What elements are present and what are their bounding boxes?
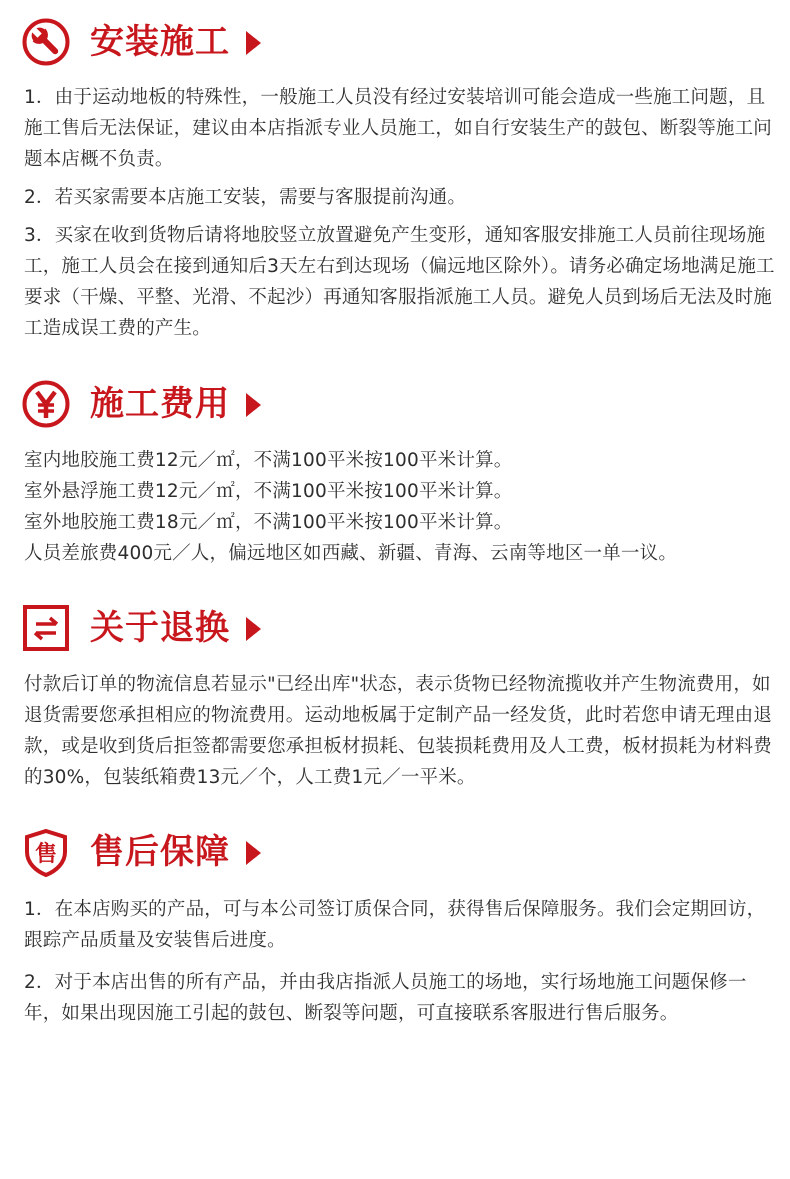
fees-item-2: 室外悬浮施工费12元／㎡，不满100平米按100平米计算。 xyxy=(24,481,513,502)
fees-item-3: 室外地胶施工费18元／㎡，不满100平米按100平米计算。 xyxy=(24,512,513,533)
returns-header xyxy=(0,604,790,654)
wrench-icon xyxy=(22,18,72,68)
aftersale-title: 售后保障 xyxy=(90,832,230,872)
fees-section xyxy=(0,380,790,430)
install-arrow-icon xyxy=(246,31,261,55)
install-item-3: 3．买家在收到货物后请将地胶竖立放置避免产生变形，通知客服安排施工人员前往现场施工，施工人员会在接到通知后3天左右到达现场（偏远地区除外）。请务必确定场地满足施工要求（干燥、平整、光滑、不起沙）再通知客服指派施工人员。避免人员到场后无法及时施工造成误工费的产生。 xyxy=(24,225,775,339)
fees-item-4: 人员差旅费400元／人，偏远地区如西藏、新疆、青海、云南等地区一单一议。 xyxy=(24,543,678,564)
aftersale-item-2: 2．对于本店出售的所有产品，并由我店指派人员施工的场地，实行场地施工问题保修一年，如果出现因施工引起的鼓包、断裂等问题，可直接联系客服进行售后服务。 xyxy=(24,972,747,1024)
install-section xyxy=(0,18,790,68)
exchange-icon xyxy=(22,604,72,654)
returns-item-1: 付款后订单的物流信息若显示"已经出库"状态，表示货物已经物流揽收并产生物流费用，如退货需要您承担相应的物流费用。运动地板属于定制产品一经发货，此时若您申请无理由退款，或是收到货后拒签都需要您承担板材损耗、包装损耗费用及人工费，板材损耗为材料费的30%，包装纸箱费13元／个，人工费1元／一平米。 xyxy=(24,674,773,788)
aftersale-arrow-icon xyxy=(246,841,261,865)
shield-icon-label: 售 xyxy=(34,842,58,867)
install-title: 安装施工 xyxy=(90,22,230,62)
install-item-1: 1．由于运动地板的特殊性，一般施工人员没有经过安装培训可能会造成一些施工问题，且施工售后无法保证，建议由本店指派专业人员施工，如自行安装生产的鼓包、断裂等施工问题本店概不负责。 xyxy=(24,87,773,170)
returns-title: 关于退换 xyxy=(90,608,230,648)
aftersale-header xyxy=(0,828,790,878)
aftersale-item-1: 1．在本店购买的产品，可与本公司签订质保合同，获得售后保障服务。我们会定期回访，跟踪产品质量及安装售后进度。 xyxy=(24,899,766,951)
returns-section xyxy=(0,604,790,654)
install-header xyxy=(0,18,790,68)
returns-arrow-icon xyxy=(246,617,261,641)
yen-icon xyxy=(22,380,72,430)
install-item-2: 2．若买家需要本店施工安装，需要与客服提前沟通。 xyxy=(24,187,467,208)
fees-title: 施工费用 xyxy=(90,384,230,424)
fees-header xyxy=(0,380,790,430)
fees-arrow-icon xyxy=(246,393,261,417)
aftersale-section xyxy=(0,828,790,878)
fees-item-1: 室内地胶施工费12元／㎡，不满100平米按100平米计算。 xyxy=(24,450,513,471)
shield-icon xyxy=(22,828,72,878)
